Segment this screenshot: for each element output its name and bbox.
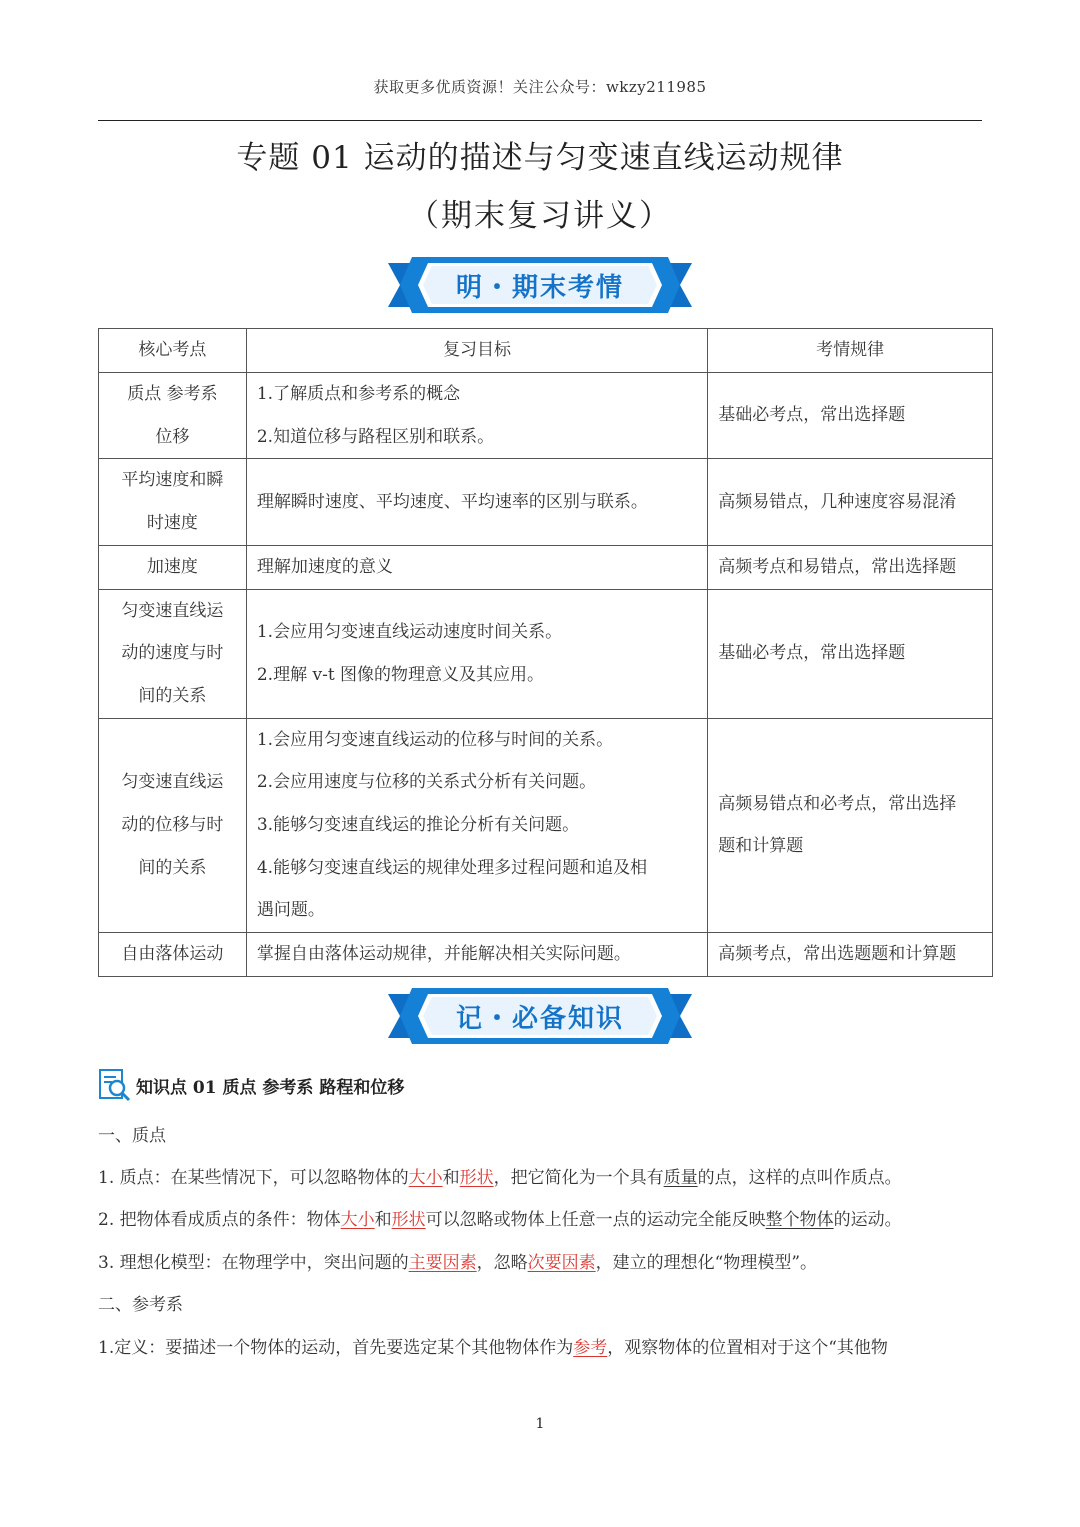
exam-overview-table — [98, 328, 993, 977]
section-banner-exam — [388, 255, 692, 315]
knowledge-heading-text: 知识点 01 质点 参考系 路程和位移 — [136, 1077, 405, 1098]
page-header: 获取更多优质资源！关注公众号：wkzy211985 — [373, 78, 707, 96]
table-row — [99, 718, 993, 933]
section-banner-knowledge — [388, 986, 692, 1046]
emphasis-term: 大小 — [340, 1210, 375, 1230]
goals-cell: 理解加速度的意义 — [246, 545, 707, 589]
goals-cell: 掌握自由落体运动规律，并能解决相关实际问题。 — [246, 933, 707, 977]
column-header-pattern: 考情规律 — [708, 329, 993, 373]
paragraph-particle-definition: 1. 质点：在某些情况下，可以忽略物体的大小和形状，把它简化为一个具有质量的点，这样的点叫作质点。 — [98, 1168, 902, 1188]
table-row — [99, 589, 993, 718]
goals-cell: 理解瞬时速度、平均速度、平均速率的区别与联系。 — [246, 459, 707, 545]
section-heading-particle: 一、质点 — [98, 1126, 166, 1146]
paragraph-reference-definition: 1.定义：要描述一个物体的运动，首先要选定某个其他物体作为参考，观察物体的位置相对于这个“其他物 — [98, 1338, 888, 1358]
emphasis-term: 形状 — [459, 1168, 494, 1188]
pattern-cell: 高频考点和易错点，常出选择题 — [708, 545, 993, 589]
pattern-cell: 高频易错点和必考点，常出选择 题和计算题 — [708, 718, 993, 933]
topic-cell: 匀变速直线运 动的位移与时 间的关系 — [99, 718, 247, 933]
document-title: 专题 01 运动的描述与匀变速直线运动规律 — [236, 140, 844, 176]
section-heading-reference: 二、参考系 — [98, 1295, 183, 1315]
table-row — [99, 933, 993, 977]
column-header-goals: 复习目标 — [246, 329, 707, 373]
banner-label: 记・必备知识 — [455, 1003, 624, 1034]
emphasis-term: 大小 — [408, 1168, 443, 1188]
emphasis-term: 形状 — [391, 1210, 426, 1230]
topic-cell: 加速度 — [99, 545, 247, 589]
goals-cell: 1.会应用匀变速直线运动速度时间关系。 2.理解 v-t 图像的物理意义及其应用。 — [246, 589, 707, 718]
emphasis-term: 次要因素 — [527, 1253, 596, 1273]
topic-cell: 匀变速直线运 动的速度与时 间的关系 — [99, 589, 247, 718]
page-number: 1 — [535, 1416, 545, 1432]
underlined-term: 质量 — [663, 1168, 698, 1188]
header-divider — [98, 120, 982, 121]
topic-cell: 平均速度和瞬 时速度 — [99, 459, 247, 545]
emphasis-term: 主要因素 — [408, 1253, 477, 1273]
topic-cell: 自由落体运动 — [99, 933, 247, 977]
column-header-topic: 核心考点 — [99, 329, 247, 373]
underlined-term: 整个物体 — [765, 1210, 834, 1230]
table-row — [99, 373, 993, 459]
search-document-icon — [98, 1068, 132, 1102]
goals-cell: 1.了解质点和参考系的概念 2.知道位移与路程区别和联系。 — [246, 373, 707, 459]
banner-label: 明・期末考情 — [455, 272, 624, 303]
knowledge-point-heading — [98, 1068, 404, 1102]
table-header-row — [99, 329, 993, 373]
table-row — [99, 459, 993, 545]
goals-cell: 1.会应用匀变速直线运动的位移与时间的关系。 2.会应用速度与位移的关系式分析有关问题。 3.能够匀变速直线运的推论分析有关问题。 4.能够匀变速直线运的规律处理多过程问题和追及相 遇问题。 — [246, 718, 707, 933]
topic-cell: 质点 参考系 位移 — [99, 373, 247, 459]
document-subtitle: （期末复习讲义） — [408, 198, 672, 234]
paragraph-particle-condition: 2. 把物体看成质点的条件：物体大小和形状可以忽略或物体上任意一点的运动完全能反映整个物体的运动。 — [98, 1210, 902, 1230]
pattern-cell: 基础必考点，常出选择题 — [708, 373, 993, 459]
pattern-cell: 高频考点，常出选题题和计算题 — [708, 933, 993, 977]
emphasis-term: 参考 — [573, 1338, 608, 1358]
pattern-cell: 基础必考点，常出选择题 — [708, 589, 993, 718]
table-row — [99, 545, 993, 589]
paragraph-ideal-model: 3. 理想化模型：在物理学中，突出问题的主要因素，忽略次要因素，建立的理想化“物理模型”。 — [98, 1253, 818, 1273]
pattern-cell: 高频易错点，几种速度容易混淆 — [708, 459, 993, 545]
